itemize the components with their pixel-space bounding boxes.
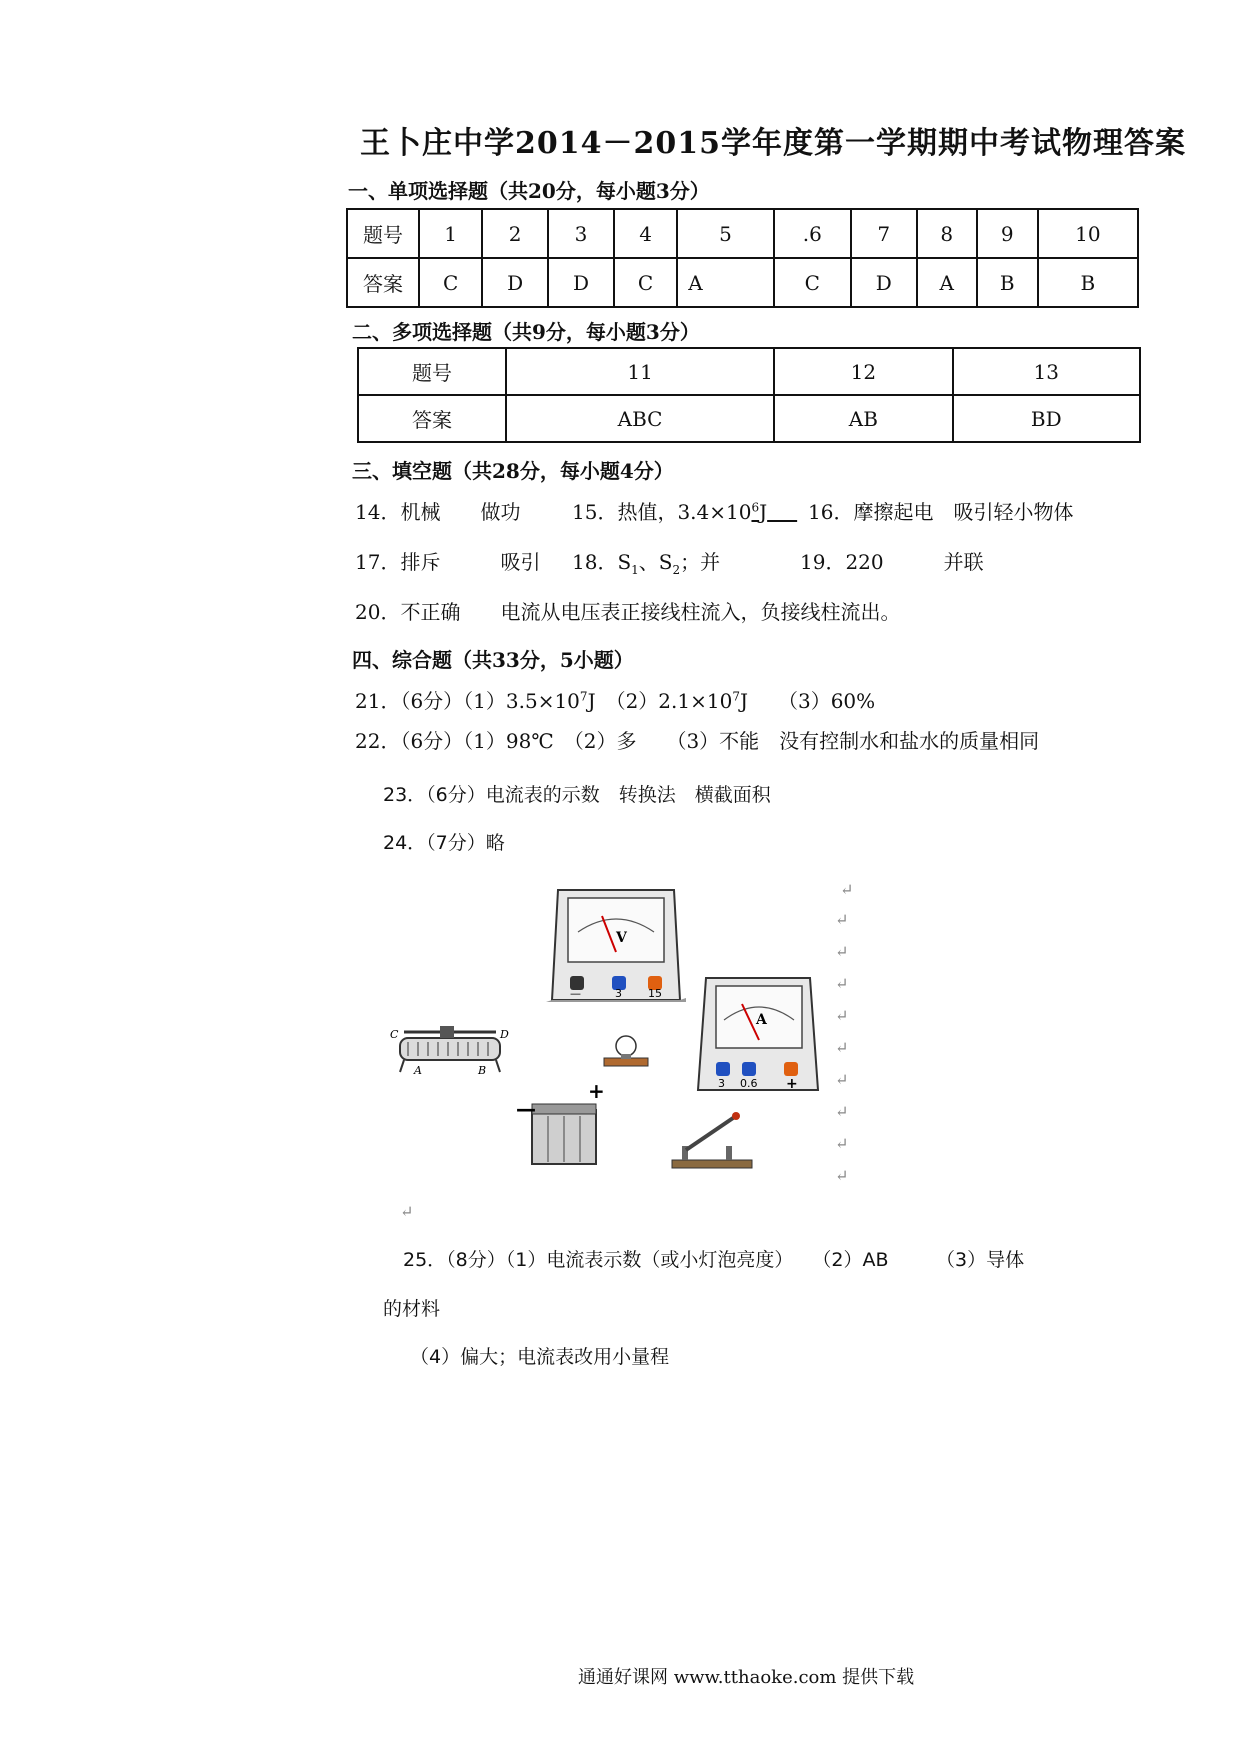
answer-25-line2: 的材料 (383, 1298, 441, 1320)
answer-23: 23．（6分）电流表的示数 转换法 横截面积 (383, 784, 771, 806)
table-cell: 9 (977, 209, 1038, 258)
multi-choice-table (357, 347, 1141, 443)
voltmeter-letter: V (616, 930, 627, 946)
paragraph-mark: ↵ (840, 880, 854, 899)
section3-heading: 三、填空题（共28分，每小题4分） (352, 459, 674, 483)
table-cell: 5 (677, 209, 774, 258)
answer-line-14 (355, 496, 520, 525)
answer-line-19 (800, 546, 984, 575)
paragraph-mark: ↵ (835, 910, 849, 929)
answer-24: 24．（7分）略 (383, 832, 505, 854)
answer-line-25c (410, 1342, 669, 1369)
answer-15-prefix: 15．热值， (572, 500, 678, 524)
ammeter-terminal-pos[interactable] (784, 1062, 798, 1076)
answer-line-15 (572, 496, 797, 525)
paragraph-mark: ↵ (835, 1038, 849, 1057)
table-cell: 12 (774, 348, 952, 395)
table-cell: B (1038, 258, 1138, 307)
row-label: 答案 (358, 395, 506, 442)
table-cell: C (774, 258, 851, 307)
ammeter-letter: A (756, 1012, 767, 1028)
table-cell: B (977, 258, 1038, 307)
answer-18-s1: 1 (631, 563, 639, 577)
ammeter-label-06: 0.6 (740, 1077, 758, 1090)
ammeter-label-pos: + (786, 1076, 798, 1092)
answer-14: 14．机械 做功 (355, 500, 521, 524)
answer-17: 17．排斥 吸引 (355, 550, 541, 574)
answer-18-a: 18．S (572, 550, 632, 574)
paragraph-mark: ↵ (835, 1070, 849, 1089)
answer-15-number: 3.4×10 (677, 500, 752, 524)
table-cell: D (482, 258, 548, 307)
answer-line-16 (808, 496, 1073, 525)
voltmeter-label-3: 3 (615, 987, 622, 1000)
table-cell: 13 (953, 348, 1141, 395)
section1-heading: 一、单项选择题（共20分，每小题3分） (348, 179, 710, 203)
voltmeter-label-neg: — (570, 987, 581, 1000)
answer-25-line3: （4）偏大；电流表改用小量程 (410, 1346, 670, 1368)
answer-line-17 (355, 546, 540, 575)
answer-25-line1: 25．（8分）（1）电流表示数（或小灯泡亮度） （2）AB （3）导体 (403, 1249, 1025, 1271)
single-choice-table (346, 208, 1139, 308)
rheostat[interactable] (390, 1026, 509, 1077)
table-cell: 1 (419, 209, 482, 258)
table-cell: C (614, 258, 677, 307)
table-row (347, 209, 1138, 258)
table-row (358, 348, 1140, 395)
ammeter-terminal-06[interactable] (742, 1062, 756, 1076)
table-row (347, 258, 1138, 307)
table-cell: 7 (851, 209, 917, 258)
table-cell: 2 (482, 209, 548, 258)
answer-21-b: J （2）2.1×10 (587, 689, 733, 713)
battery[interactable] (516, 1079, 605, 1164)
voltmeter[interactable] (546, 890, 686, 1002)
row-label: 题号 (347, 209, 419, 258)
answer-21-exp2: 7 (732, 689, 740, 704)
row-label: 题号 (358, 348, 506, 395)
footer-source: 通通好课网 www.tthaoke.com 提供下载 (578, 1667, 915, 1688)
switch-blade[interactable] (686, 1116, 736, 1150)
paragraph-mark: ↵ (835, 1134, 849, 1153)
table-cell: AB (774, 395, 952, 442)
section2-heading: 二、多项选择题（共9分，每小题3分） (352, 320, 700, 344)
answer-line-20 (355, 596, 900, 625)
knife-switch[interactable] (672, 1112, 752, 1168)
answer-line-22 (355, 725, 1039, 754)
ammeter-label-3: 3 (718, 1077, 725, 1090)
battery-minus: — (516, 1097, 536, 1121)
paragraph-mark: ↵ (835, 1102, 849, 1121)
answer-18-c: ；并 (680, 550, 721, 574)
answer-line-24 (383, 828, 505, 855)
answer-line-25a (403, 1245, 1024, 1272)
answer-19: 19．220 并联 (800, 550, 984, 574)
paragraph-mark: ↵ (835, 1166, 849, 1185)
battery-plus: + (588, 1079, 605, 1103)
voltmeter-label-15: 15 (648, 987, 662, 1000)
light-bulb[interactable] (604, 1036, 648, 1066)
table-cell: .6 (774, 209, 851, 258)
table-cell: D (548, 258, 614, 307)
rheostat-label-c: C (390, 1028, 399, 1041)
rheostat-slider[interactable] (440, 1026, 454, 1038)
paragraph-mark: ↵ (835, 1006, 849, 1025)
answer-line-18 (572, 546, 720, 577)
answer-22: 22．（6分）（1）98℃ （2）多 （3）不能 没有控制水和盐水的质量相同 (355, 729, 1040, 753)
paragraph-mark: ↵ (400, 1202, 414, 1221)
answer-18-b: 、S (638, 550, 673, 574)
rheostat-label-d: D (500, 1028, 509, 1041)
row-label: 答案 (347, 258, 419, 307)
answer-18-s2: 2 (672, 563, 681, 577)
ammeter[interactable] (698, 978, 818, 1092)
table-cell: 3 (548, 209, 614, 258)
answer-15-exp: 6 (751, 500, 760, 515)
page-title: 王卜庄中学2014－2015学年度第一学期期中考试物理答案 (360, 126, 1186, 161)
ammeter-terminal-3[interactable] (716, 1062, 730, 1076)
table-cell: 10 (1038, 209, 1138, 258)
answer-20: 20．不正确 电流从电压表正接线柱流入，负接线柱流出。 (355, 600, 901, 624)
answer-21-exp1: 7 (579, 689, 588, 704)
table-cell: 8 (917, 209, 977, 258)
answer-15-unit: J (759, 500, 768, 524)
rheostat-label-a: A (414, 1064, 422, 1077)
table-cell: C (419, 258, 482, 307)
table-cell: D (851, 258, 917, 307)
paragraph-mark: ↵ (835, 974, 849, 993)
circuit-components-diagram (390, 880, 850, 1180)
section4-heading: 四、综合题（共33分，5小题） (352, 648, 634, 672)
answer-line-25b (383, 1294, 440, 1321)
table-cell: 11 (506, 348, 774, 395)
table-cell: A (677, 258, 774, 307)
answer-21-c: J （3）60% (739, 689, 876, 713)
answer-line-23 (383, 780, 771, 807)
table-cell: ABC (506, 395, 774, 442)
answer-line-21 (355, 685, 875, 714)
table-cell: A (917, 258, 977, 307)
rheostat-label-b: B (478, 1064, 487, 1077)
table-cell: 4 (614, 209, 677, 258)
answer-21-a: 21．（6分）（1）3.5×10 (355, 689, 580, 713)
answer-16: 16．摩擦起电 吸引轻小物体 (808, 500, 1074, 524)
table-cell: BD (953, 395, 1141, 442)
table-row (358, 395, 1140, 442)
answer-15-value (677, 500, 797, 524)
paragraph-mark: ↵ (835, 942, 849, 961)
